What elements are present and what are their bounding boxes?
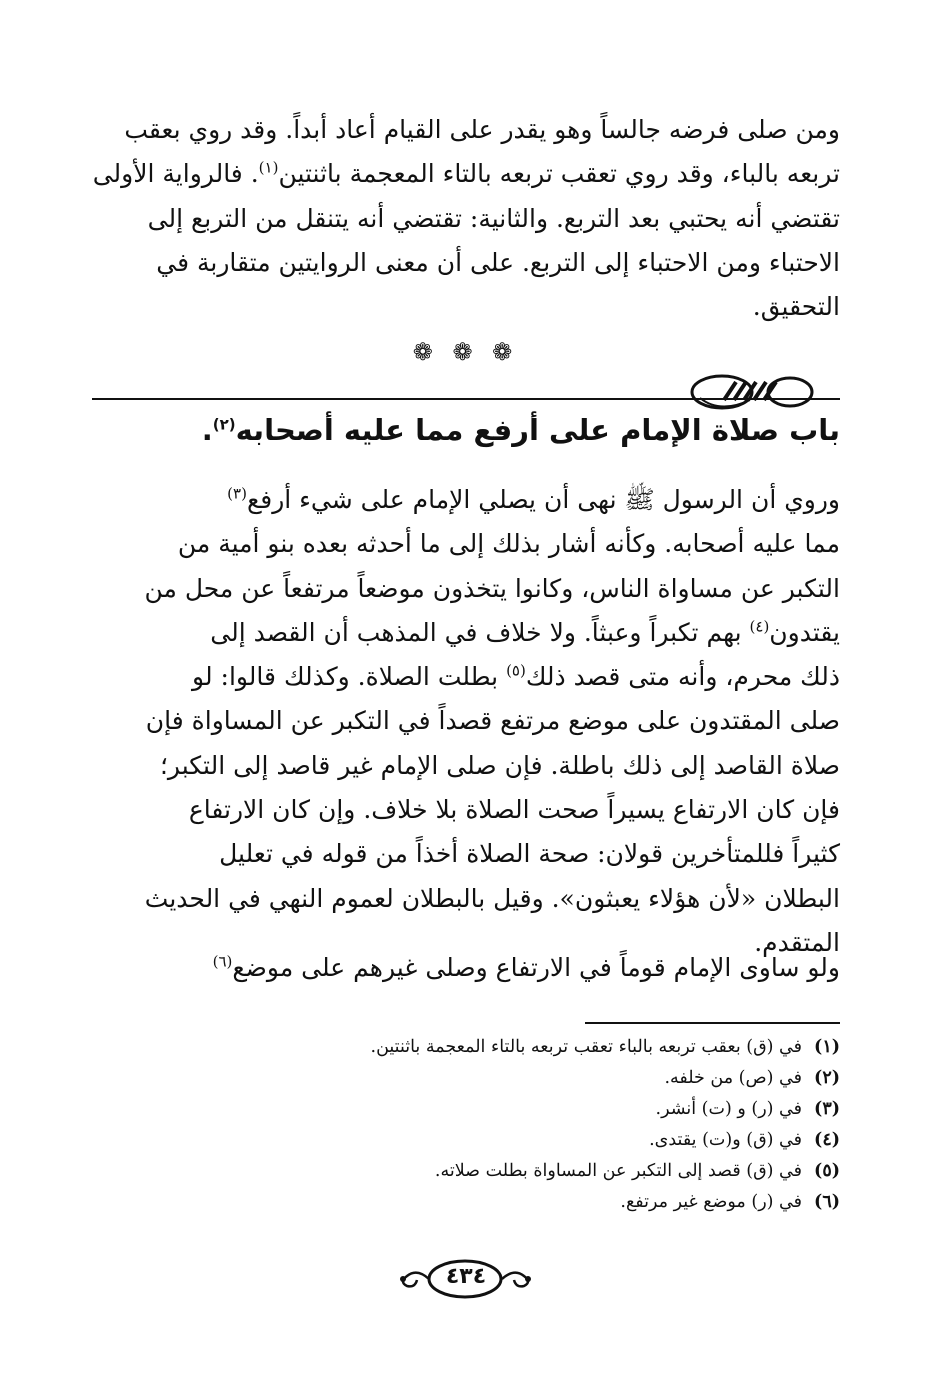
footnote-marker: (٦) xyxy=(212,952,233,971)
footnote-number: (١) xyxy=(814,1037,840,1057)
footnote-text: في (ق) بعقب تربعه بالباء تعقب تربعه بالتاء المعجمة باثنتين. xyxy=(370,1037,802,1057)
text-segment: ذلك محرم، وأنه متى قصد ذلك xyxy=(525,662,840,692)
footnote-number: (٤) xyxy=(814,1130,840,1150)
footnote-number: (٦) xyxy=(814,1192,840,1212)
paragraph-1 xyxy=(92,108,840,329)
footnote-marker: (٢) xyxy=(212,415,236,434)
text-segment: بهم تكبراً وعبثاً. ولا خلاف في المذهب أن القصد إلى xyxy=(210,617,742,647)
text-line: صلى المقتدون على موضع مرتفع قصداً في التكبر عن المساواة فإن xyxy=(145,706,840,736)
heading-tail: . xyxy=(201,413,213,447)
footnote-item xyxy=(150,1032,840,1063)
section-separator: ❁ ❁ ❁ xyxy=(412,338,519,366)
paragraph-3 xyxy=(92,946,840,990)
text-line xyxy=(92,611,840,655)
footnote-text: في (ر) موضع غير مرتفع. xyxy=(620,1192,802,1212)
footnote-item xyxy=(150,1063,840,1094)
footnote-item xyxy=(150,1094,840,1125)
text-line: مما عليه أصحابه. وكأنه أشار بذلك إلى ما أحدثه بعده بنو أمية من xyxy=(177,529,840,559)
heading-text: باب صلاة الإمام على أرفع مما عليه أصحابه xyxy=(235,413,840,447)
text-line: صلاة القاصد إلى ذلك باطلة. فإن صلى الإمام غير قاصد إلى التكبر؛ xyxy=(159,750,840,780)
text-line: المتقدم. xyxy=(754,927,840,957)
text-line xyxy=(92,478,840,522)
footnote-text: في (ق) قصد إلى التكبر عن المساواة بطلت صلاته. xyxy=(434,1161,802,1181)
footnote-item xyxy=(150,1156,840,1187)
text-line: التكبر عن مساواة الناس، وكانوا يتخذون موضعاً مرتفعاً عن محل من xyxy=(144,573,840,603)
heading-rule xyxy=(92,398,840,400)
footnote-item xyxy=(150,1187,840,1218)
footnote-item xyxy=(150,1125,840,1156)
text-line: كثيراً فللمتأخرين قولان: صحة الصلاة أخذاً من قوله في تعليل xyxy=(219,839,840,869)
chapter-heading xyxy=(150,405,840,455)
footnote-text: في (ق) و(ت) يقتدى. xyxy=(649,1130,802,1150)
text-line: تقتضي أنه يحتبي بعد التربع. والثانية: تقتضي أنه يتنقل من التربع إلى xyxy=(147,203,840,233)
footnote-number: (٣) xyxy=(814,1099,840,1119)
footnote-marker: (٥) xyxy=(506,661,526,680)
footnote-rule xyxy=(585,1022,840,1024)
text-segment: ولو ساوى الإمام قوماً في الارتفاع وصلى غيرهم على موضع xyxy=(232,953,840,982)
text-segment: تربعه بالباء، وقد روي تعقب تربعه بالتاء المعجمة باثنتين xyxy=(278,159,840,189)
text-segment: وروي أن الرسول ﷺ نهى أن يصلي الإمام على شيء أرفع xyxy=(246,485,840,514)
text-line xyxy=(92,152,840,196)
text-segment: يقتدون xyxy=(769,617,840,647)
footnote-text: في (ر) و (ت) أنشر. xyxy=(655,1099,802,1119)
text-segment: . فالرواية الأولى xyxy=(92,159,259,189)
page-number: ٤٣٤ xyxy=(445,1264,487,1289)
footnote-number: (٥) xyxy=(814,1161,840,1181)
footnote-marker: (١) xyxy=(258,158,279,177)
footnotes xyxy=(150,1032,840,1218)
text-line: ومن صلى فرضه جالساً وهو يقدر على القيام أعاد أبداً. وقد روي بعقب xyxy=(124,115,840,144)
paragraph-2 xyxy=(92,478,840,965)
text-line xyxy=(92,946,840,990)
text-line: فإن كان الارتفاع يسيراً صحت الصلاة بلا خلاف. وإن كان الارتفاع xyxy=(188,795,840,825)
footnote-number: (٢) xyxy=(814,1068,840,1088)
footnote-marker: (٣) xyxy=(227,484,247,503)
text-segment: بطلت الصلاة. وكذلك قالوا: لو xyxy=(192,662,507,692)
text-line: البطلان «لأن هؤلاء يعبثون». وقيل بالبطلان لعموم النهي في الحديث xyxy=(144,883,840,913)
text-line: التحقيق. xyxy=(752,292,840,322)
text-line xyxy=(92,655,840,699)
text-line: الاحتباء ومن الاحتباء إلى التربع. على أن معنى الروايتين متقاربة في xyxy=(156,247,840,277)
page-number-frame xyxy=(395,1256,536,1302)
footnote-text: في (ص) من خلفه. xyxy=(664,1068,802,1088)
footnote-marker: (٤) xyxy=(749,617,770,636)
